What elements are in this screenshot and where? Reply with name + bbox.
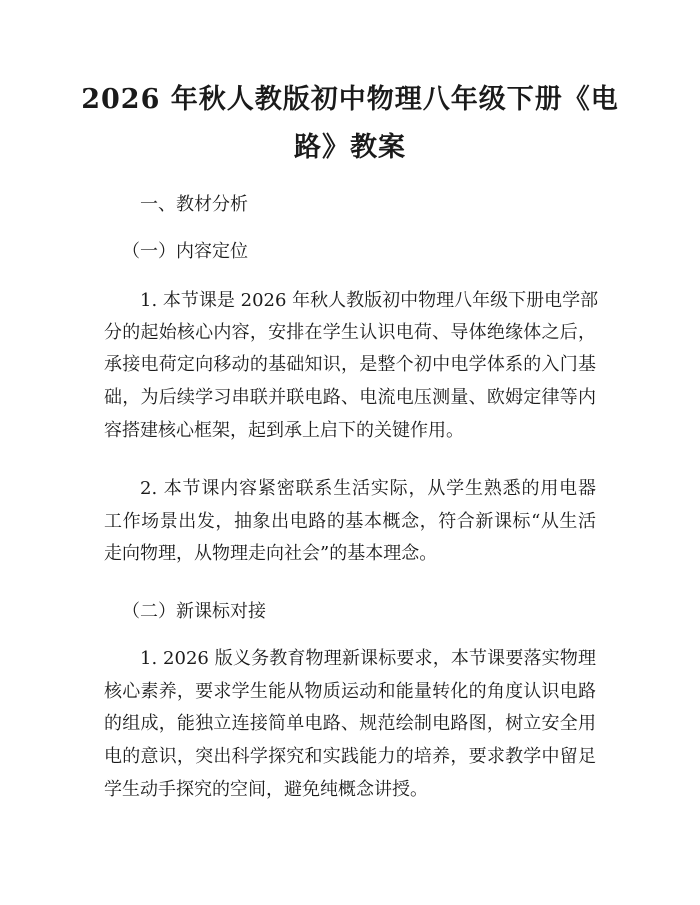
paragraph-2-line-3: 走向物理，从物理走向社会”的基本理念。 [104,543,438,564]
paragraph-1-line-3: 承接电荷定向移动的基础知识，是整个初中电学体系的入门基 [104,354,596,375]
paragraph-3-line-3: 的组成，能独立连接简单电路、规范绘制电路图，树立安全用 [104,713,596,734]
paragraph-1-line-5: 容搭建核心框架，起到承上启下的关键作用。 [104,420,464,441]
section-heading-textbook-analysis: 一、教材分析 [140,194,248,215]
document-title-line-1: 2026 年秋人教版初中物理八年级下册《电 [81,84,619,115]
paragraph-2-line-1: 2. 本节课内容紧密联系生活实际，从学生熟悉的用电器 [140,478,596,499]
paragraph-3-line-5: 学生动手探究的空间，避免纯概念讲授。 [104,779,428,800]
subsection-heading-new-curriculum: （二）新课标对接 [122,601,266,622]
paragraph-2-line-2: 工作场景出发，抽象出电路的基本概念，符合新课标“从生活 [104,511,596,532]
paragraph-1-line-1: 1. 本节课是 2026 年秋人教版初中物理八年级下册电学部 [140,290,599,311]
paragraph-1-line-2: 分的起始核心内容，安排在学生认识电荷、导体绝缘体之后， [104,322,596,343]
subsection-heading-content-positioning: （一）内容定位 [122,241,248,262]
paragraph-1-line-4: 础，为后续学习串联并联电路、电流电压测量、欧姆定律等内 [104,387,596,408]
paragraph-3-line-1: 1. 2026 版义务教育物理新课标要求，本节课要落实物理 [140,648,596,669]
paragraph-3-line-4: 电的意识，突出科学探究和实践能力的培养，要求教学中留足 [104,746,596,767]
document-title-line-2: 路》教案 [294,132,406,163]
paragraph-3-line-2: 核心素养，要求学生能从物质运动和能量转化的角度认识电路 [104,681,596,702]
